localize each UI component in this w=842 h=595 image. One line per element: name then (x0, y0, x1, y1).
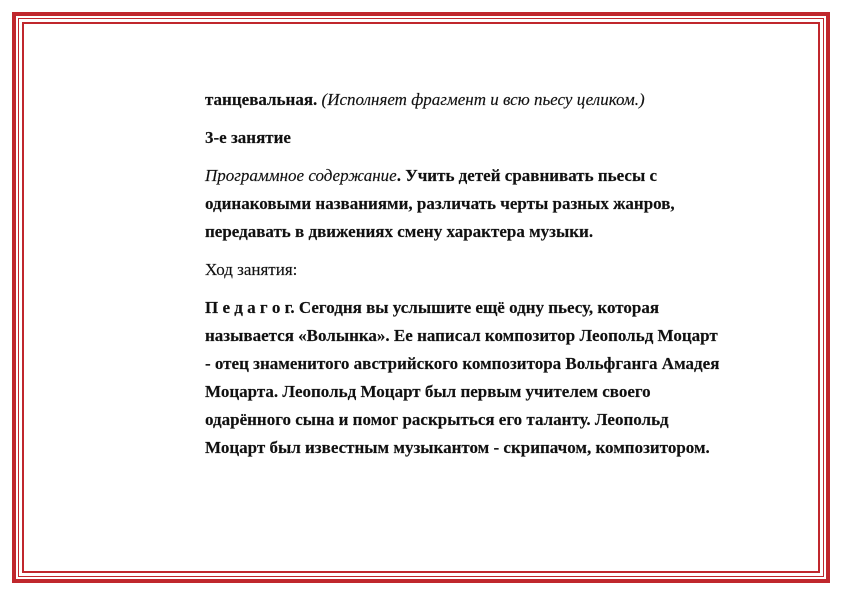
paragraph-continuation (205, 86, 725, 114)
paragraph-program-content (205, 162, 725, 246)
stage-direction: (Исполняет фрагмент и всю пьесу целиком.) (321, 90, 645, 109)
paragraph-teacher-speech: П е д а г о г. Сегодня вы услышите ещё одну пьесу, которая называется «Волынка». Ее написал композитор Леопольд Моцарт - отец знаменитого австрийского композитора Вольфганга Амадея Моцарта. Леопольд Моцарт был первым учителем своего одарённого сына и помог раскрыться его таланту. Леопольд Моцарт был известным музыкантом - скрипачом, композитором. (205, 298, 720, 457)
lesson-progress-label: Ход занятия: (205, 260, 298, 279)
section-heading: 3-е занятие (205, 128, 291, 147)
program-content-text: . Учить детей сравнивать пьесы с одинаковыми названиями, различать черты разных жанров, передавать в движениях смену характера музыки. (205, 166, 675, 241)
program-content-label: Программное содержание (205, 166, 397, 185)
continuation-text: танцевальная. (205, 90, 322, 109)
document-body (205, 86, 725, 472)
